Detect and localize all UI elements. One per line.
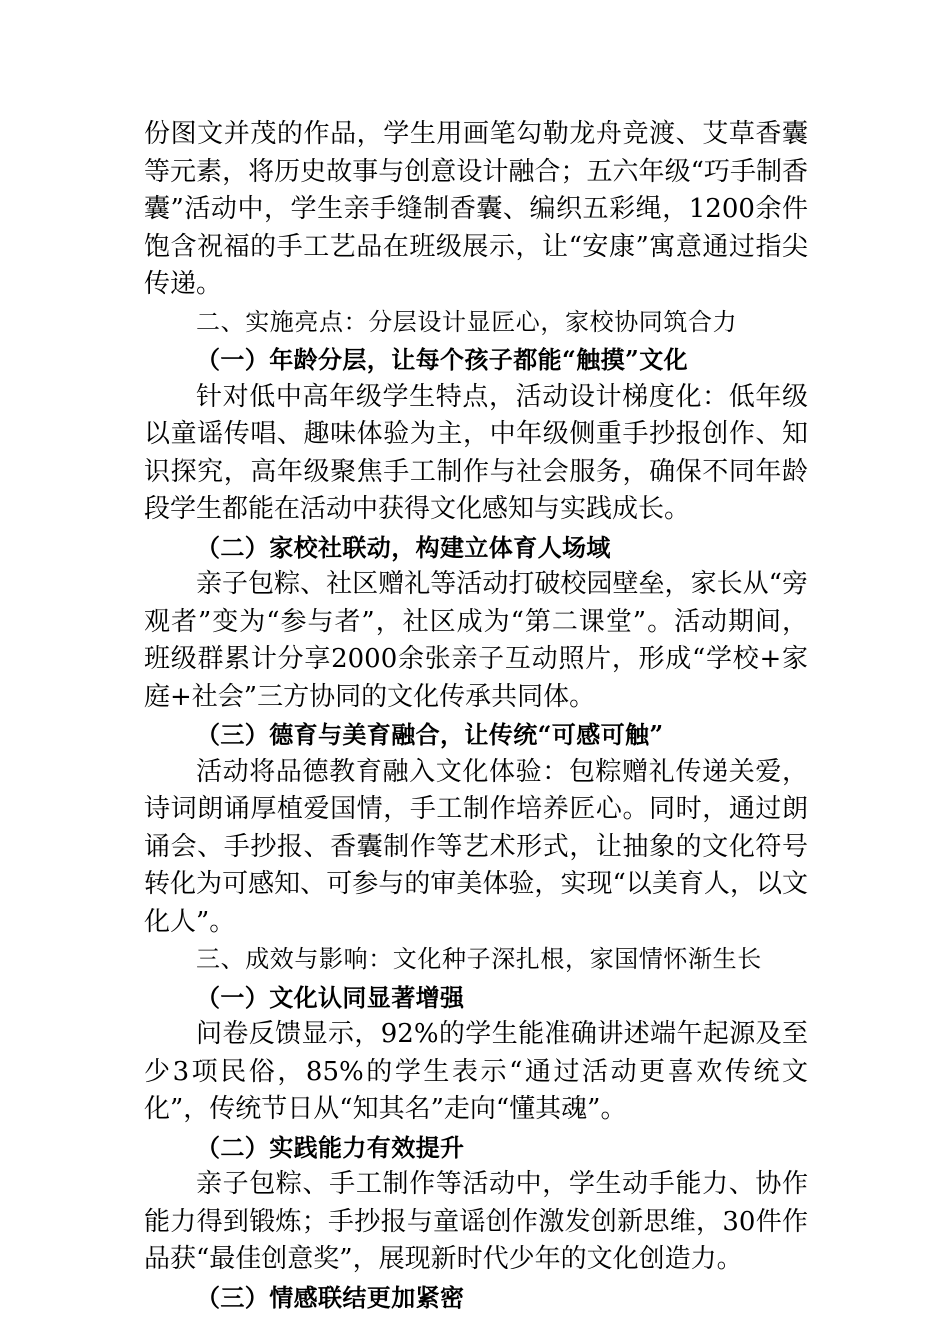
subheading-cultural-identity: （一）文化认同显著增强	[196, 982, 465, 1012]
subheading-emotional-bond: （三）情感联结更加紧密	[196, 1282, 465, 1312]
paragraph-home-school-community: 亲子包粽、社区赠礼等活动打破校园壁垒，家长从“旁观者”变为“参与者”，社区成为“第二课堂”。活动期间，班级群累计分享2000余张亲子互动照片，形成“学校+家庭+社会”三方协同的文化传承共同体。	[144, 569, 808, 712]
section-heading-highlights: 二、实施亮点：分层设计显匠心，家校协同筑合力	[196, 307, 738, 336]
subheading-practical-ability: （二）实践能力有效提升	[196, 1132, 465, 1162]
section-heading-effects: 三、成效与影响：文化种子深扎根，家国情怀渐生长	[196, 945, 762, 973]
continued-paragraph: 份图文并茂的作品，学生用画笔勾勒龙舟竞渡、艾草香囊等元素，将历史故事与创意设计融合；五六年级“巧手制香囊”活动中，学生亲手缝制香囊、编织五彩绳，1200余件饱含祝福的手工艺品在班级展示，让“安康”寓意通过指尖传递。	[144, 119, 808, 299]
subheading-age-layering: （一）年龄分层，让每个孩子都能“触摸”文化	[196, 345, 689, 374]
paragraph-practical-ability: 亲子包粽、手工制作等活动中，学生动手能力、协作能力得到锻炼；手抄报与童谣创作激发创新思维，30件作品获“最佳创意奖”，展现新时代少年的文化创造力。	[144, 1169, 808, 1274]
subheading-home-school-community: （二）家校社联动，构建立体育人场域	[196, 532, 611, 562]
paragraph-cultural-identity: 问卷反馈显示，92%的学生能准确讲述端午起源及至少3项民俗，85%的学生表示“通过活动更喜欢传统文化”，传统节日从“知其名”走向“懂其魂”。	[144, 1019, 808, 1124]
paragraph-age-layering: 针对低中高年级学生特点，活动设计梯度化：低年级以童谣传唱、趣味体验为主，中年级侧重手抄报创作、知识探究，高年级聚焦手工制作与社会服务，确保不同年龄段学生都能在活动中获得文化感知与实践成长。	[144, 381, 808, 524]
subheading-moral-aesthetic: （三）德育与美育融合，让传统“可感可触”	[196, 720, 664, 749]
paragraph-moral-aesthetic: 活动将品德教育融入文化体验：包粽赠礼传递关爱，诗词朗诵厚植爱国情，手工制作培养匠心。同时，通过朗诵会、手抄报、香囊制作等艺术形式，让抽象的文化符号转化为可感知、可参与的审美体验，实现“以美育人，以文化人”。	[144, 756, 808, 937]
document-body	[144, 116, 808, 1316]
